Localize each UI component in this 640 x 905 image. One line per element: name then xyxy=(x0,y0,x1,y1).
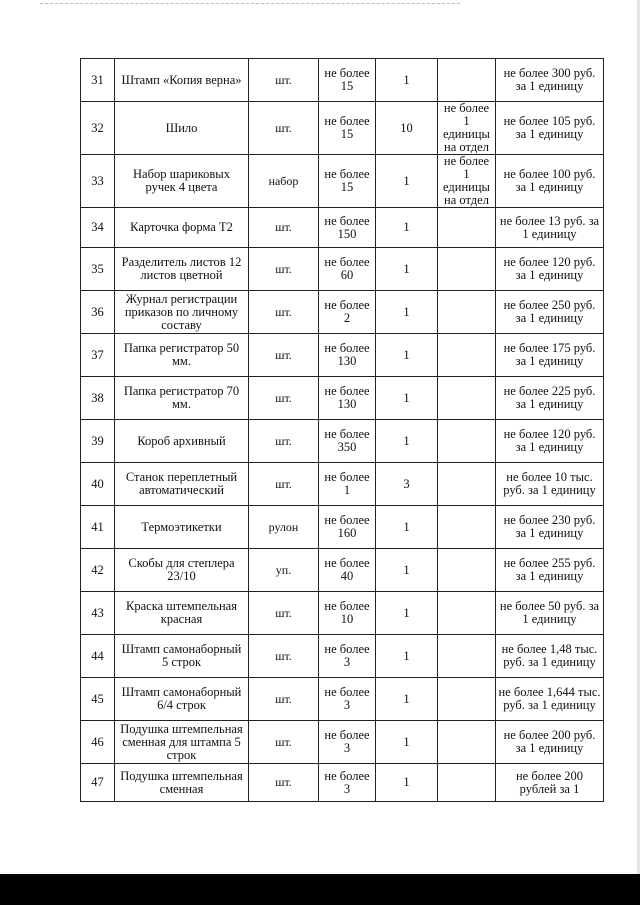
price: не более 255 руб. за 1 единицу xyxy=(496,549,604,592)
norm xyxy=(438,208,496,248)
item-name: Штамп самонаборный 5 строк xyxy=(115,635,249,678)
item-name: Набор шариковых ручек 4 цвета xyxy=(115,155,249,208)
quantity: не более 15 xyxy=(319,59,376,102)
price: не более 200 рублей за 1 xyxy=(496,764,604,802)
table-row xyxy=(81,592,604,635)
item-name: Разделитель листов 12 листов цветной xyxy=(115,248,249,291)
row-number: 32 xyxy=(81,102,115,155)
table-row xyxy=(81,635,604,678)
item-name: Подушка штемпельная сменная для штампа 5 строк xyxy=(115,721,249,764)
count: 1 xyxy=(376,549,438,592)
row-number: 43 xyxy=(81,592,115,635)
row-number: 35 xyxy=(81,248,115,291)
price: не более 13 руб. за 1 единицу xyxy=(496,208,604,248)
table-row xyxy=(81,764,604,802)
norm xyxy=(438,377,496,420)
item-name: Подушка штемпельная сменная xyxy=(115,764,249,802)
norm xyxy=(438,334,496,377)
price: не более 120 руб. за 1 единицу xyxy=(496,420,604,463)
table-row xyxy=(81,377,604,420)
unit: шт. xyxy=(249,208,319,248)
scan-top-dashed-line xyxy=(40,3,460,4)
quantity: не более 15 xyxy=(319,102,376,155)
quantity: не более 150 xyxy=(319,208,376,248)
norm: не более 1 единицы на отдел xyxy=(438,102,496,155)
table-row xyxy=(81,334,604,377)
row-number: 47 xyxy=(81,764,115,802)
table-row xyxy=(81,721,604,764)
table-row xyxy=(81,208,604,248)
table-row xyxy=(81,678,604,721)
row-number: 41 xyxy=(81,506,115,549)
row-number: 38 xyxy=(81,377,115,420)
quantity: не более 40 xyxy=(319,549,376,592)
unit: шт. xyxy=(249,334,319,377)
count: 1 xyxy=(376,721,438,764)
row-number: 36 xyxy=(81,291,115,334)
norm xyxy=(438,549,496,592)
count: 1 xyxy=(376,592,438,635)
norm xyxy=(438,721,496,764)
unit: шт. xyxy=(249,102,319,155)
quantity: не более 350 xyxy=(319,420,376,463)
row-number: 34 xyxy=(81,208,115,248)
item-name: Термоэтикетки xyxy=(115,506,249,549)
price: не более 120 руб. за 1 единицу xyxy=(496,248,604,291)
item-name: Штамп «Копия верна» xyxy=(115,59,249,102)
norm xyxy=(438,463,496,506)
norm xyxy=(438,592,496,635)
price: не более 1,644 тыс. руб. за 1 единицу xyxy=(496,678,604,721)
table-row xyxy=(81,291,604,334)
price: не более 10 тыс. руб. за 1 единицу xyxy=(496,463,604,506)
table-row xyxy=(81,463,604,506)
quantity: не более 2 xyxy=(319,291,376,334)
quantity: не более 1 xyxy=(319,463,376,506)
row-number: 33 xyxy=(81,155,115,208)
table-row xyxy=(81,420,604,463)
norm xyxy=(438,764,496,802)
table-row xyxy=(81,248,604,291)
quantity: не более 130 xyxy=(319,377,376,420)
table-row xyxy=(81,506,604,549)
unit: шт. xyxy=(249,377,319,420)
count: 1 xyxy=(376,377,438,420)
price: не более 300 руб. за 1 единицу xyxy=(496,59,604,102)
norm xyxy=(438,635,496,678)
count: 10 xyxy=(376,102,438,155)
item-name: Скобы для степлера 23/10 xyxy=(115,549,249,592)
price: не более 50 руб. за 1 единицу xyxy=(496,592,604,635)
count: 1 xyxy=(376,764,438,802)
row-number: 40 xyxy=(81,463,115,506)
quantity: не более 15 xyxy=(319,155,376,208)
quantity: не более 130 xyxy=(319,334,376,377)
unit: шт. xyxy=(249,635,319,678)
table-row xyxy=(81,549,604,592)
unit: шт. xyxy=(249,764,319,802)
quantity: не более 3 xyxy=(319,678,376,721)
item-name: Журнал регистрации приказов по личному составу xyxy=(115,291,249,334)
quantity: не более 160 xyxy=(319,506,376,549)
item-name: Штамп самонаборный 6/4 строк xyxy=(115,678,249,721)
count: 1 xyxy=(376,420,438,463)
count: 3 xyxy=(376,463,438,506)
price: не более 230 руб. за 1 единицу xyxy=(496,506,604,549)
table-row xyxy=(81,59,604,102)
supplies-norms-table xyxy=(80,58,604,802)
item-name: Папка регистратор 50 мм. xyxy=(115,334,249,377)
norm: не более 1 единицы на отдел xyxy=(438,155,496,208)
unit: шт. xyxy=(249,721,319,764)
norm xyxy=(438,506,496,549)
row-number: 44 xyxy=(81,635,115,678)
item-name: Короб архивный xyxy=(115,420,249,463)
unit: шт. xyxy=(249,678,319,721)
count: 1 xyxy=(376,635,438,678)
quantity: не более 10 xyxy=(319,592,376,635)
price: не более 200 руб. за 1 единицу xyxy=(496,721,604,764)
norm xyxy=(438,59,496,102)
count: 1 xyxy=(376,155,438,208)
price: не более 105 руб. за 1 единицу xyxy=(496,102,604,155)
unit: набор xyxy=(249,155,319,208)
count: 1 xyxy=(376,248,438,291)
unit: шт. xyxy=(249,291,319,334)
price: не более 1,48 тыс. руб. за 1 единицу xyxy=(496,635,604,678)
row-number: 31 xyxy=(81,59,115,102)
quantity: не более 60 xyxy=(319,248,376,291)
count: 1 xyxy=(376,678,438,721)
norm xyxy=(438,420,496,463)
count: 1 xyxy=(376,506,438,549)
price: не более 250 руб. за 1 единицу xyxy=(496,291,604,334)
count: 1 xyxy=(376,59,438,102)
row-number: 46 xyxy=(81,721,115,764)
table-body xyxy=(81,59,604,802)
unit: шт. xyxy=(249,592,319,635)
row-number: 37 xyxy=(81,334,115,377)
unit: шт. xyxy=(249,59,319,102)
item-name: Краска штемпельная красная xyxy=(115,592,249,635)
item-name: Шило xyxy=(115,102,249,155)
count: 1 xyxy=(376,291,438,334)
unit: шт. xyxy=(249,248,319,291)
unit: шт. xyxy=(249,420,319,463)
quantity: не более 3 xyxy=(319,764,376,802)
unit: шт. xyxy=(249,463,319,506)
item-name: Папка регистратор 70 мм. xyxy=(115,377,249,420)
unit: уп. xyxy=(249,549,319,592)
price: не более 225 руб. за 1 единицу xyxy=(496,377,604,420)
norm xyxy=(438,248,496,291)
quantity: не более 3 xyxy=(319,635,376,678)
row-number: 39 xyxy=(81,420,115,463)
count: 1 xyxy=(376,208,438,248)
norm xyxy=(438,678,496,721)
item-name: Карточка форма Т2 xyxy=(115,208,249,248)
item-name: Станок переплетный автоматический xyxy=(115,463,249,506)
price: не более 100 руб. за 1 единицу xyxy=(496,155,604,208)
price: не более 175 руб. за 1 единицу xyxy=(496,334,604,377)
unit: рулон xyxy=(249,506,319,549)
quantity: не более 3 xyxy=(319,721,376,764)
scan-bottom-border xyxy=(0,874,640,905)
norm xyxy=(438,291,496,334)
table-row xyxy=(81,102,604,155)
table-row xyxy=(81,155,604,208)
count: 1 xyxy=(376,334,438,377)
row-number: 42 xyxy=(81,549,115,592)
row-number: 45 xyxy=(81,678,115,721)
